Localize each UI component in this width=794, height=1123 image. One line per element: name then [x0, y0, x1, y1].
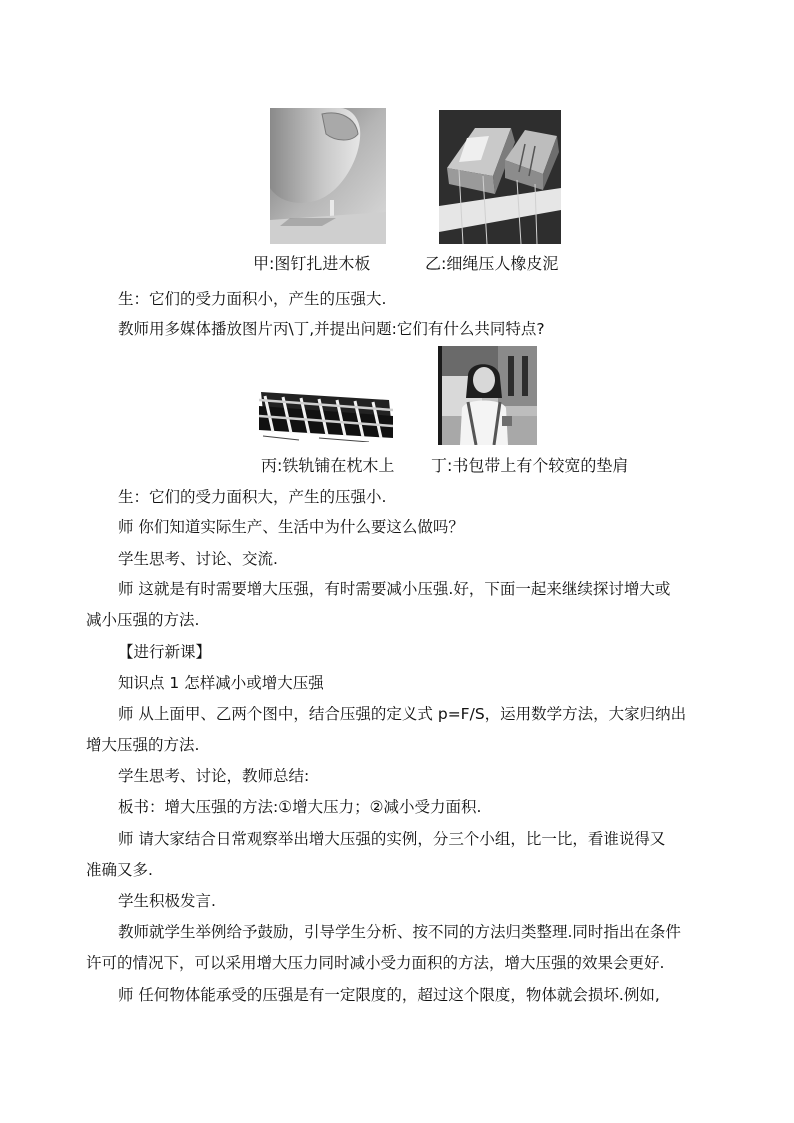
- paragraph: 师 请大家结合日常观察举出增大压强的实例，分三个小组，比一比，看谁说得又: [118, 830, 666, 848]
- thumb-pressing-tack-icon: [270, 108, 386, 244]
- section-heading: 【进行新课】: [118, 643, 212, 661]
- knowledge-point-heading: 知识点 1 怎样减小或增大压强: [118, 674, 324, 692]
- paragraph: 师 这就是有时需要增大压强，有时需要减小压强.好，下面一起来继续探讨增大或: [118, 580, 671, 598]
- paragraph: 生：它们的受力面积小，产生的压强大.: [118, 290, 387, 308]
- figure-backpack-photo: [438, 346, 537, 445]
- paragraph: 教师用多媒体播放图片丙\丁,并提出问题:它们有什么共同特点?: [118, 320, 545, 338]
- figure-caption-bing: 丙:铁轨铺在枕木上: [261, 456, 395, 475]
- paragraph: 学生思考、讨论，教师总结:: [118, 767, 310, 785]
- person-with-backpack-icon: [438, 346, 537, 445]
- plasticine-blocks-icon: [439, 110, 561, 244]
- figure-caption-jia: 甲:图钉扎进木板: [253, 254, 371, 273]
- figure-caption-ding: 丁:书包带上有个较宽的垫肩: [431, 456, 629, 475]
- paragraph: 师 从上面甲、乙两个图中，结合压强的定义式 p=F/S，运用数学方法，大家归纳出: [118, 705, 687, 723]
- paragraph: 师 任何物体能承受的压强是有一定限度的，超过这个限度，物体就会损坏.例如,: [118, 986, 660, 1004]
- paragraph-continuation: 许可的情况下，可以采用增大压力同时减小受力面积的方法，增大压强的效果会更好.: [86, 954, 665, 972]
- blackboard-note: 板书：增大压强的方法:①增大压力；②减小受力面积.: [118, 798, 482, 816]
- figure-railway-drawing: [259, 386, 393, 442]
- figure-caption-yi: 乙:细绳压人橡皮泥: [425, 254, 559, 273]
- paragraph: 学生积极发言.: [118, 892, 216, 910]
- railway-track-icon: [259, 386, 393, 442]
- figure-thumbtack-photo: [270, 108, 386, 244]
- paragraph-continuation: 减小压强的方法.: [86, 611, 200, 629]
- paragraph-continuation: 增大压强的方法.: [86, 736, 200, 754]
- paragraph-continuation: 准确又多.: [86, 861, 153, 879]
- paragraph: 生：它们的受力面积大，产生的压强小.: [118, 488, 387, 506]
- paragraph: 学生思考、讨论、交流.: [118, 550, 278, 568]
- paragraph: 师 你们知道实际生产、生活中为什么要这么做吗？: [118, 518, 464, 536]
- figure-plasticine-photo: [439, 110, 561, 244]
- paragraph: 教师就学生举例给予鼓励，引导学生分析、按不同的方法归类整理.同时指出在条件: [118, 923, 681, 941]
